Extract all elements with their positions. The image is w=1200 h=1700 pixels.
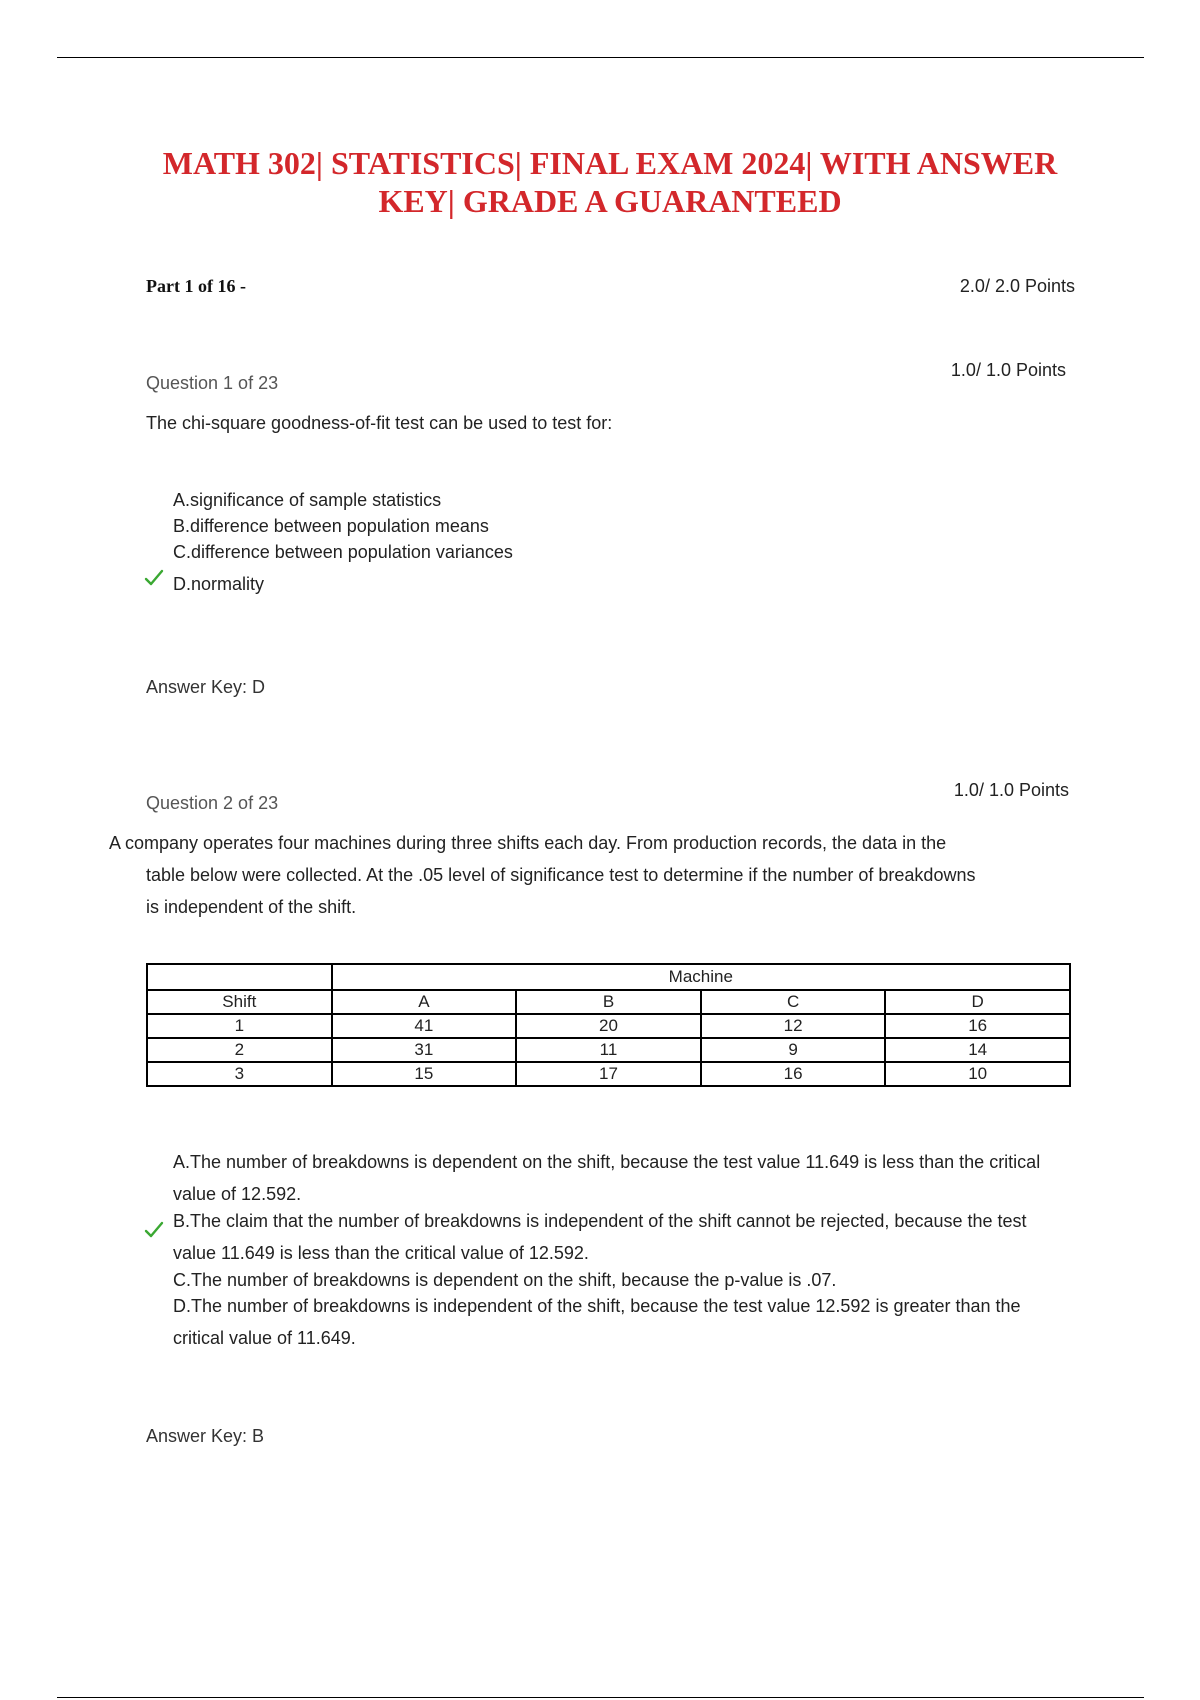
correct-check-icon: [144, 1220, 164, 1240]
table-cell: 16: [885, 1014, 1070, 1038]
table-header-cell: B: [516, 990, 701, 1014]
question-1-option-d: D.normality: [173, 574, 265, 594]
table-group-header: Machine: [332, 964, 1070, 990]
table-cell: 14: [885, 1038, 1070, 1062]
table-header-row: [147, 990, 1070, 1014]
question-2-option-a: A.The number of breakdowns is dependent on the shift, because the test value 11.649 is less than the critical value of 12.592.: [173, 1152, 1041, 1204]
table-cell: 16: [701, 1062, 886, 1086]
table-cell: 1: [147, 1014, 332, 1038]
table-header-cell: Shift: [147, 990, 332, 1014]
title-line-1: MATH 302| STATISTICS| FINAL EXAM 2024| WITH ANSWER: [162, 145, 1058, 181]
table-header-cell: A: [332, 990, 517, 1014]
table-row: [147, 1062, 1070, 1086]
question-1-option-b: B.difference between population means: [173, 516, 489, 536]
table-cell: 17: [516, 1062, 701, 1086]
table-row: [147, 1038, 1070, 1062]
title-line-2: KEY| GRADE A GUARANTEED: [378, 183, 842, 219]
table-cell: 31: [332, 1038, 517, 1062]
question-2-option-d: D.The number of breakdowns is independent of the shift, because the test value 12.592 is greater than the critical value of 11.649.: [173, 1296, 1021, 1348]
question-1-option-c: C.difference between population variances: [173, 542, 513, 562]
breakdowns-table: [146, 963, 1071, 1087]
question-2-text: [109, 827, 1069, 923]
part-label: Part 1 of 16 -: [146, 276, 246, 296]
question-1-answer-key: Answer Key: D: [146, 677, 266, 697]
table-cell: 10: [885, 1062, 1070, 1086]
table-cell: 12: [701, 1014, 886, 1038]
question-2-text-line-1: A company operates four machines during three shifts each day. From production records, the data in the: [109, 833, 947, 853]
part-points: 2.0/ 2.0 Points: [959, 276, 1075, 296]
question-1-label: Question 1 of 23: [146, 373, 279, 393]
table-header-cell: D: [885, 990, 1070, 1014]
question-2-text-line-2: table below were collected. At the .05 level of significance test to determine if the number of breakdowns: [146, 865, 976, 885]
top-rule: [57, 57, 1144, 58]
question-2-text-line-3: is independent of the shift.: [146, 897, 357, 917]
table-header-cell: C: [701, 990, 886, 1014]
question-2-option-c: C.The number of breakdowns is dependent on the shift, because the p-value is .07.: [173, 1270, 837, 1290]
question-1-text: The chi-square goodness-of-fit test can be used to test for:: [146, 413, 613, 433]
table-blank-cell: [147, 964, 332, 990]
table-group-header-row: [147, 964, 1070, 990]
correct-check-icon: [144, 568, 164, 588]
table-cell: 11: [516, 1038, 701, 1062]
table-cell: 41: [332, 1014, 517, 1038]
question-1-points: 1.0/ 1.0 Points: [950, 360, 1066, 380]
question-2-option-b: B.The claim that the number of breakdowns is independent of the shift cannot be rejected, because the test value 11.649 is less than the critical value of 12.592.: [173, 1211, 1027, 1263]
question-2-answer-key: Answer Key: B: [146, 1426, 265, 1446]
table-cell: 15: [332, 1062, 517, 1086]
table-cell: 3: [147, 1062, 332, 1086]
question-1-option-a: A.significance of sample statistics: [173, 490, 442, 510]
document-title: [110, 144, 1110, 220]
table-row: [147, 1014, 1070, 1038]
question-2-label: Question 2 of 23: [146, 793, 279, 813]
table-cell: 2: [147, 1038, 332, 1062]
table-cell: 9: [701, 1038, 886, 1062]
question-2-points: 1.0/ 1.0 Points: [953, 780, 1069, 800]
bottom-rule: [57, 1697, 1144, 1698]
table-cell: 20: [516, 1014, 701, 1038]
